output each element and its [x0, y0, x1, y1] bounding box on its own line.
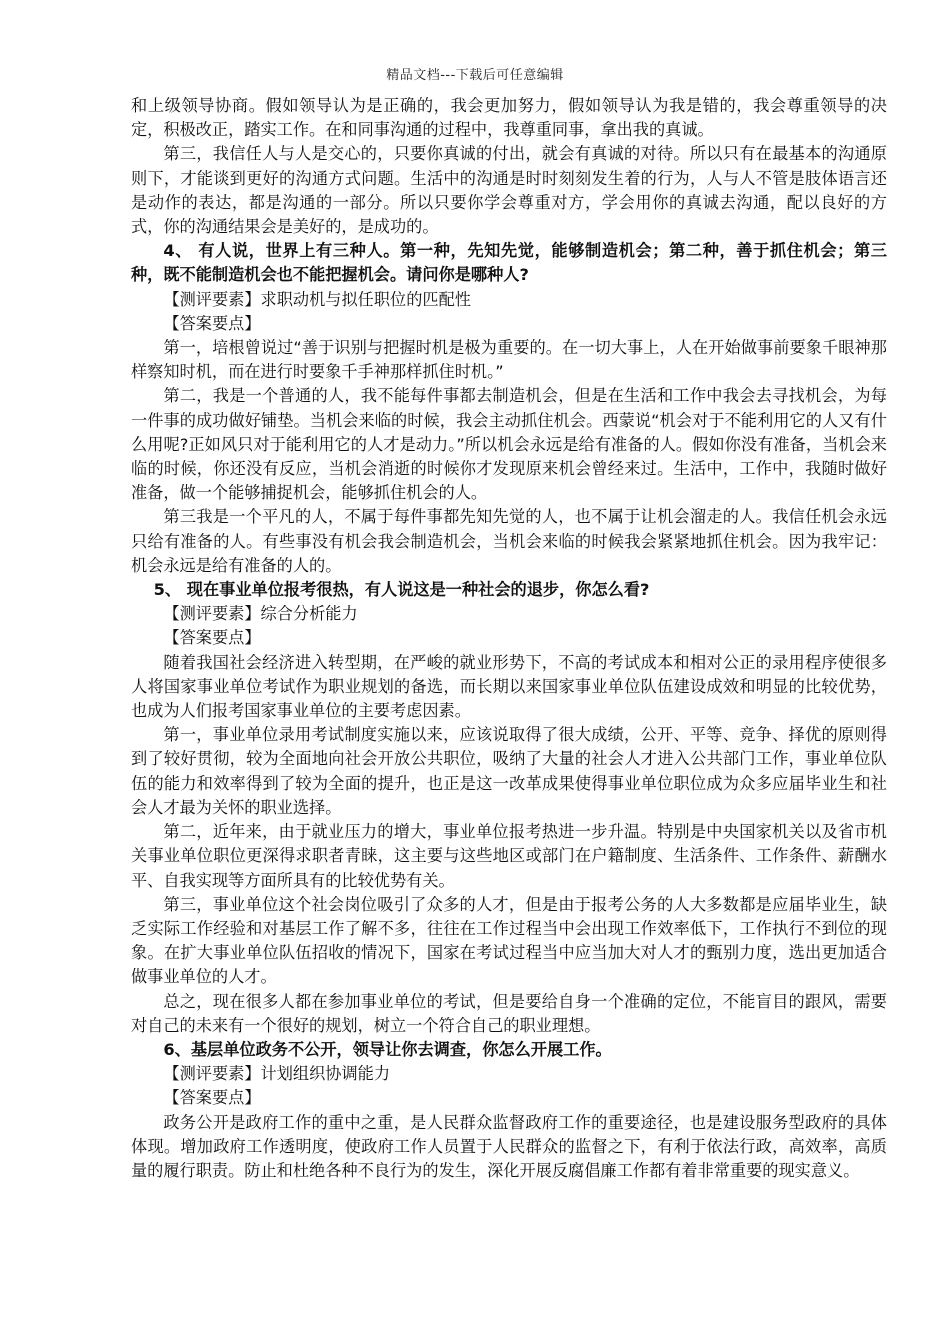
paragraph: 第二，近年来，由于就业压力的增大，事业单位报考热进一步升温。特别是中央国家机关以及省市机关事业单位职位更深得求职者青睐，这主要与这些地区或部门在户籍制度、生活条件、工作条件、薪酬水平、自我实现等方面所具有的比较优势有关。	[131, 822, 887, 890]
evaluation-factor: 【测评要素】求职动机与拟任职位的匹配性	[163, 289, 471, 309]
evaluation-factor: 【测评要素】综合分析能力	[163, 604, 358, 624]
evaluation-factor: 【测评要素】计划组织协调能力	[163, 1064, 391, 1084]
paragraph: 第三，事业单位这个社会岗位吸引了众多的人才，但是由于报考公务的人大多数都是应届毕业生，缺乏实际工作经验和对基层工作了解不多，往往在工作过程当中会出现工作效率低下，工作执行不到位的现象。在扩大事业单位队伍招收的情况下，国家在考试过程当中应当加大对人才的甄别力度，选出更加适合做事业单位的人才。	[131, 894, 887, 987]
paragraph: 第三，我信任人与人是交心的，只要你真诚的付出，就会有真诚的对待。所以只有在最基本的沟通原则下，才能谈到更好的沟通方式问题。生活中的沟通是时时刻刻发生着的行为，人与人不管是肢体语言还是动作的表达，都是沟通的一部分。所以只要你学会尊重对方，学会用你的真诚去沟通，配以良好的方式，你的沟通结果会是美好的，是成功的。	[131, 144, 887, 237]
document-body	[131, 94, 887, 1183]
paragraph: 第一，培根曾说过“善于识别与把握时机是极为重要的。在一切大事上，人在开始做事前要象千眼神那样察知时机，而在进行时要象千手神那样抓住时机。”	[131, 338, 887, 382]
question-heading: 6、基层单位政务不公开，领导让你去调查，你怎么开展工作。	[163, 1039, 612, 1059]
paragraph: 第三我是一个平凡的人，不属于每件事都先知先觉的人，也不属于让机会溜走的人。我信任机会永远只给有准备的人。有些事没有机会我会制造机会，当机会来临的时候我会紧紧地抓住机会。因为我牢记：机会永远是给有准备的人的。	[131, 507, 887, 575]
paragraph: 第二，我是一个普通的人，我不能每件事都去制造机会，但是在生活和工作中我会去寻找机会，为每一件事的成功做好铺垫。当机会来临的时候，我会主动抓住机会。西蒙说“机会对于不能利用它的人又有什么用呢?正如风只对于能利用它的人才是动力。”所以机会永远是给有准备的人。假如你没有准备，当机会来临的时候，你还没有反应，当机会消逝的时候你才发现原来机会曾经来过。生活中，工作中，我随时做好准备，做一个能够捕捉机会，能够抓住机会的人。	[131, 386, 887, 503]
paragraph: 和上级领导协商。假如领导认为是正确的，我会更加努力，假如领导认为我是错的，我会尊重领导的决定，积极改正，踏实工作。在和同事沟通的过程中，我尊重同事，拿出我的真诚。	[131, 96, 887, 140]
answer-points-label: 【答案要点】	[163, 313, 261, 333]
answer-points-label: 【答案要点】	[163, 628, 261, 648]
paragraph: 随着我国社会经济进入转型期，在严峻的就业形势下，不高的考试成本和相对公正的录用程序使很多人将国家事业单位考试作为职业规划的备选，而长期以来国家事业单位队伍建设成效和明显的比较优势，也成为人们报考国家事业单位的主要考虑因素。	[131, 652, 887, 721]
paragraph: 政务公开是政府工作的重中之重，是人民群众监督政府工作的重要途径，也是建设服务型政府的具体体现。增加政府工作透明度，使政府工作人员置于人民群众的监督之下，有利于依法行政，高效率，高质量的履行职责。防止和杜绝各种不良行为的发生，深化开展反腐倡廉工作都有着非常重要的现实意义。	[131, 1112, 887, 1180]
question-heading: 5、 现在事业单位报考很热，有人说这是一种社会的退步，你怎么看?	[153, 580, 650, 600]
question-heading: 4、 有人说，世界上有三种人。第一种，先知先觉，能够制造机会；第二种，善于抓住机会；第三种，既不能制造机会也不能把握机会。请问你是哪种人?	[131, 241, 887, 285]
paragraph: 总之，现在很多人都在参加事业单位的考试，但是要给自身一个准确的定位，不能盲目的跟风，需要对自己的未来有一个很好的规划，树立一个符合自己的职业理想。	[131, 991, 887, 1035]
page-header: 精品文档---下载后可任意编辑	[386, 68, 564, 83]
paragraph: 第一，事业单位录用考试制度实施以来，应该说取得了很大成绩，公开、平等、竞争、择优的原则得到了较好贯彻，较为全面地向社会开放公共职位，吸纳了大量的社会人才进入公共部门工作，事业单位队伍的能力和效率得到了较为全面的提升，也正是这一改革成果使得事业单位职位成为众多应届毕业生和社会人才最为关怀的职业选择。	[131, 725, 887, 817]
answer-points-label: 【答案要点】	[163, 1088, 261, 1108]
